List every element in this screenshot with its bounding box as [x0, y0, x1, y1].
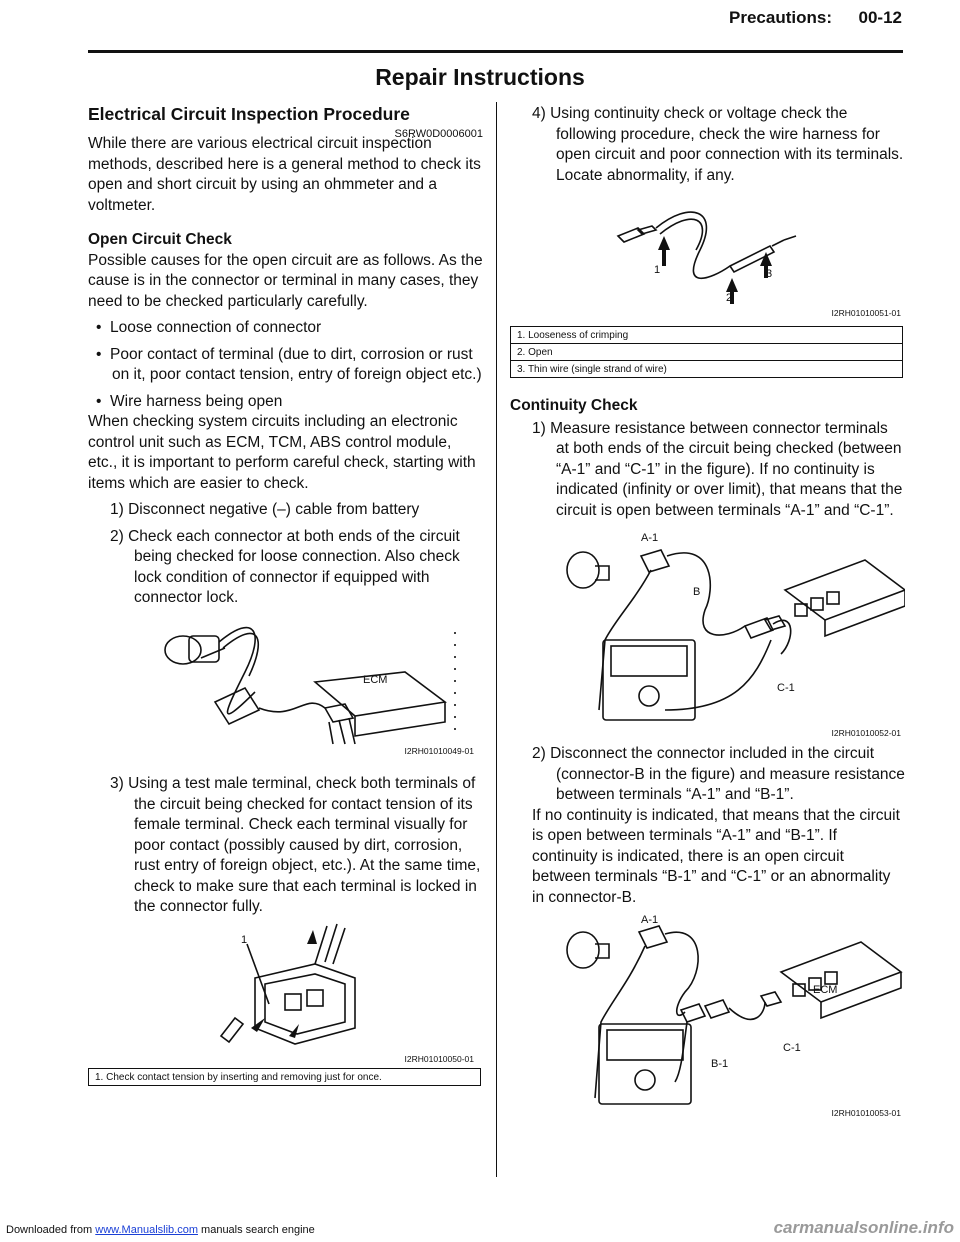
legend-cell: 1. Check contact tension by inserting and removing just for once.	[89, 1069, 481, 1086]
page-header	[0, 0, 960, 56]
connector-ecm-illustration	[155, 612, 480, 762]
left-column-lower	[88, 768, 483, 918]
header-rule	[88, 50, 903, 53]
legend-table	[510, 326, 903, 378]
figure-id: I2RH01010049-01	[404, 746, 474, 756]
wire-harness-illustration	[580, 200, 905, 310]
page-title: Repair Instructions	[375, 64, 585, 90]
legend-cell: 1. Looseness of crimping	[511, 327, 903, 344]
left-column	[88, 104, 483, 609]
figure-id: I2RH01010051-01	[831, 308, 901, 318]
figure-id: I2RH01010050-01	[404, 1054, 474, 1064]
continuity-step-2: 2) Disconnect the connector included in the circuit (connector-B in the figure) and measure resistance between terminals “A-1” and “B-1”.	[532, 745, 905, 803]
section-code: S6RW0D0006001	[394, 128, 483, 140]
table-row	[511, 361, 903, 378]
callout-1: 1	[654, 264, 661, 276]
step-2: 2) Check each connector at both ends of the circuit being checked for loose connection. Also check lock condition of connector if equipped with connector lock.	[110, 527, 460, 606]
intro-text: While there are various electrical circuit inspection methods, described here is a general method to check its open and short circuit by using an ohmmeter and a voltmeter.	[88, 135, 481, 214]
footer-suffix: manuals search engine	[197, 1224, 315, 1236]
callout-3: 3	[766, 268, 773, 280]
legend-cell: 2. Open	[511, 344, 903, 361]
figure-test-terminal	[215, 918, 480, 1068]
label-ecm: ECM	[813, 984, 838, 996]
continuity-heading: Continuity Check	[510, 397, 638, 414]
label-c1: C-1	[783, 1042, 801, 1054]
label-a1: A-1	[641, 532, 659, 544]
open-circuit-heading: Open Circuit Check	[88, 231, 232, 248]
watermark: carmanualsonline.info	[773, 1218, 954, 1237]
legend-table	[88, 1068, 481, 1086]
section-heading	[88, 104, 483, 140]
table-row	[511, 327, 903, 344]
label-c1: C-1	[777, 682, 795, 694]
figure-connector-ecm	[155, 612, 480, 762]
label-b: B	[693, 586, 701, 598]
label-a1: A-1	[641, 914, 659, 926]
legend-cell: 3. Thin wire (single strand of wire)	[511, 361, 903, 378]
step-4: 4) Using continuity check or voltage check the following procedure, check the wire harness for open circuit and poor connection with its terminals. Locate abnormality, if any.	[532, 105, 904, 184]
callout-1: 1	[241, 934, 248, 946]
continuity-2-illustration	[555, 912, 905, 1112]
continuity-1-illustration	[555, 530, 905, 730]
figure-id: I2RH01010053-01	[831, 1108, 901, 1118]
callout-2: 2	[726, 292, 733, 304]
header-section: Precautions:	[729, 8, 832, 27]
header-page-number: 00-12	[858, 8, 902, 27]
manualslib-link[interactable]: www.Manualslib.com	[95, 1224, 198, 1236]
continuity-section	[510, 396, 905, 521]
list-item: • Poor contact of terminal (due to dirt, corrosion or rust on it, poor contact tension, entry of foreign object etc.)	[96, 345, 482, 383]
step-3: 3) Using a test male terminal, check both terminals of the circuit being checked for contact tension of its female terminal. Check each terminal visually for poor contact (possibly caused by dirt, corrosion, rust entry of foreign object, etc.). At the same time, check to make sure that each terminal is locked in the connector fully.	[110, 775, 481, 915]
continuity-step-1: 1) Measure resistance between connector terminals at both ends of the circuit being checked (between “A-1” and “C-1” in the figure). If no continuity is indicated (infinity or over limit), that means that the circuit is open between terminals “A-1” and “C-1”.	[532, 419, 903, 519]
section-title: Electrical Circuit Inspection Procedure	[88, 104, 410, 124]
label-b1: B-1	[711, 1058, 729, 1070]
list-item: • Wire harness being open	[96, 392, 283, 410]
ecm-label: ECM	[363, 674, 388, 686]
continuity-step-2-detail: If no continuity is indicated, that means that the circuit is open between terminals “A-1” and “B-1”. If continuity is indicated, there is an open circuit between terminals “B-1” and “C-1” or an abnormality in connector-B.	[532, 806, 900, 906]
figure-continuity-1	[555, 530, 905, 740]
figure-id: I2RH01010052-01	[831, 728, 901, 738]
step-1: 1) Disconnect negative (–) cable from battery	[110, 501, 420, 518]
right-column	[510, 104, 905, 186]
figure-continuity-2	[555, 912, 905, 1126]
test-terminal-illustration	[215, 918, 480, 1058]
check-text: When checking system circuits including an electronic control unit such as ECM, TCM, ABS control module, etc., it is important to perform careful check, starting with items which are easier to check.	[88, 413, 476, 492]
open-circuit-text: Possible causes for the open circuit are as follows. As the cause is in the connector or terminal in many cases, they need to be checked particularly carefully.	[88, 251, 483, 310]
continuity-step-2-block	[510, 744, 905, 908]
footer-prefix: Downloaded from	[6, 1224, 96, 1236]
footer	[6, 1224, 315, 1236]
figure-wire-harness	[580, 200, 905, 322]
table-row	[511, 344, 903, 361]
column-divider	[496, 102, 497, 1177]
table-row	[89, 1069, 481, 1086]
list-item: • Loose connection of connector	[96, 319, 322, 336]
